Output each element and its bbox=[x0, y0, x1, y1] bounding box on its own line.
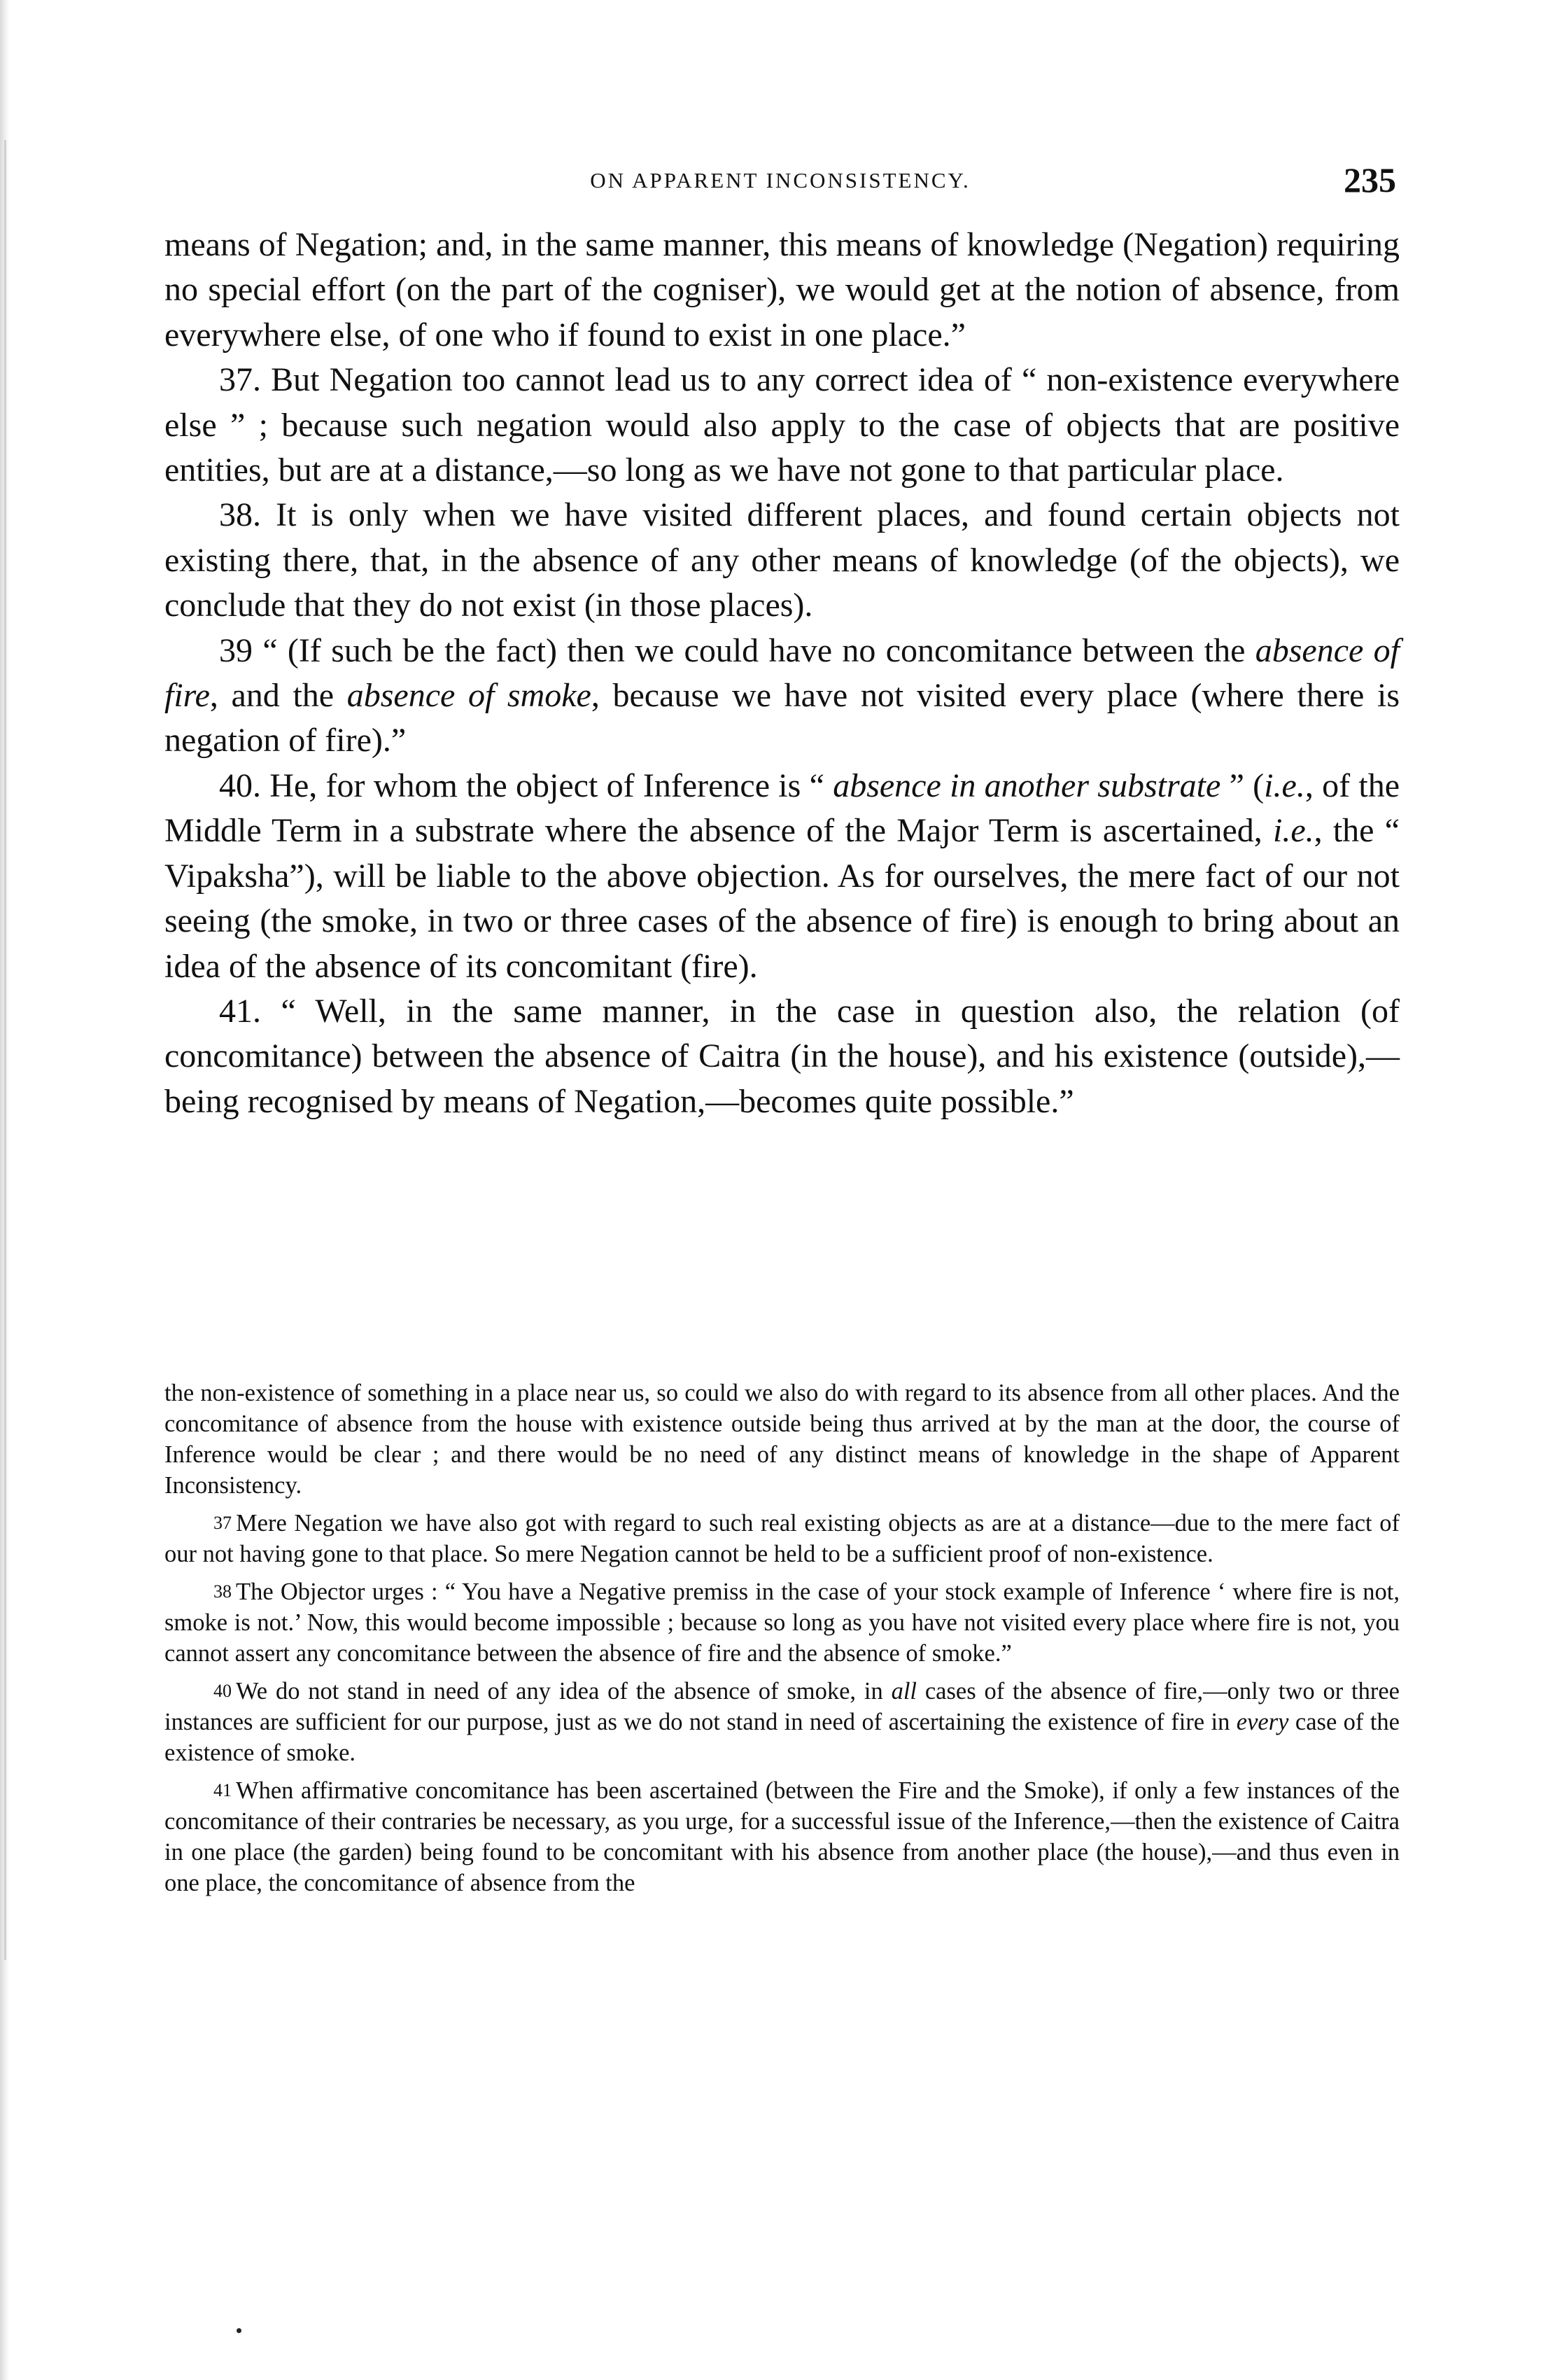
footnote-38-number: 38 bbox=[213, 1581, 232, 1602]
running-header bbox=[164, 160, 1396, 209]
footnote-41-text: When affirmative concomitance has been ascertained (between the Fire and the Smoke), if only a few instances of the concomitance of their contraries be necessary, as you urge, for a successful issue of the Inference,—then the existence of Caitra in one place (the garden) being found to be concomitant with his absence from another place (the house),—and thus even in one place, the concomitance of absence from the bbox=[164, 1777, 1400, 1896]
p40-italic-substrate: absence in another substrate bbox=[833, 766, 1221, 804]
footnote-continued: the non-existence of something in a place near us, so could we also do with regard to its absence from all other places. And the concomitance of absence from the house with existence outside being thus arrived at by the man at the door, the course of Inference would be clear ; and there would be no need of any distinct means of knowledge in the shape of Apparent Inconsistency. bbox=[164, 1380, 1400, 1499]
footnote-40-text-mid: cases of the absence of fire,—only two or three instances are sufficient for our purpose, just as we do not stand in need of ascertaining the existence of fire in bbox=[164, 1678, 1400, 1735]
footnote-40 bbox=[164, 1676, 1400, 1768]
paragraph-40 bbox=[164, 764, 1400, 989]
running-title: ON APPARENT INCONSISTENCY. bbox=[590, 168, 971, 192]
p40-text-mid1: ” ( bbox=[1220, 766, 1265, 804]
p39-text-end: , because we have not visited every place (where there is negation of fire).” bbox=[164, 677, 1400, 760]
footnote-40-italic-every: every bbox=[1236, 1709, 1289, 1735]
footnote-40-text-end: case of the existence of smoke. bbox=[164, 1709, 1400, 1766]
footnote-40-italic-all: all bbox=[891, 1678, 917, 1704]
p39-text-start: 39 “ (If such be the fact) then we could have no concomitance between the bbox=[219, 631, 1255, 669]
footnote-41-number: 41 bbox=[213, 1780, 232, 1800]
footnote-37 bbox=[164, 1508, 1400, 1569]
paragraph-38: 38. It is only when we have visited different places, and found certain objects not existing there, that, in the absence of any other means of knowledge (of the objects), we conclude that they do not exist (in those places). bbox=[164, 496, 1400, 624]
p39-text-mid: , and the bbox=[209, 677, 347, 715]
footnote-37-number: 37 bbox=[213, 1513, 232, 1533]
footnote-40-text-start: We do not stand in need of any idea of the absence of smoke, in bbox=[236, 1678, 892, 1704]
page-number: 235 bbox=[1344, 160, 1396, 200]
main-text bbox=[164, 223, 1400, 1124]
p40-italic-ie-1: i.e. bbox=[1264, 766, 1305, 804]
p39-italic-absence-of-fire: absence of fire bbox=[164, 631, 1400, 715]
paragraph-37: 37. But Negation too cannot lead us to any correct idea of “ non-existence everywhere else ” ; because such negation would also apply to the case of objects that are positive entities, but are at a distance,—so long as we have not gone to that particular place. bbox=[164, 361, 1400, 489]
footnotes bbox=[164, 1378, 1400, 1905]
footnote-41 bbox=[164, 1775, 1400, 1898]
paragraph-continued: means of Negation; and, in the same manner, this means of knowledge (Negation) requiring no special effort (on the part of the cogniser), we would get at the notion of absence, from everywhere else, of one who if found to exist in one place.” bbox=[164, 226, 1400, 354]
p40-text-mid2: , of the Middle Term in a substrate where the absence of the Major Term is ascertained, bbox=[164, 766, 1400, 850]
p40-italic-ie-2: i.e. bbox=[1272, 812, 1314, 850]
scan-speck bbox=[237, 2328, 241, 2333]
paragraph-39 bbox=[164, 629, 1400, 764]
footnote-37-text: Mere Negation we have also got with regard to such real existing objects as are at a distance—due to the mere fact of our not having gone to that place. So mere Negation cannot be held to be a sufficient proof of non-existence. bbox=[164, 1510, 1400, 1567]
footnote-40-number: 40 bbox=[213, 1681, 232, 1701]
paragraph-41: 41. “ Well, in the same manner, in the case in question also, the relation (of concomitance) between the absence of Caitra (in the house), and his existence (outside),—being recognised by means of Negation,—becomes quite possible.” bbox=[164, 992, 1400, 1120]
footnote-38-text: The Objector urges : “ You have a Negative premiss in the case of your stock example of Inference ‘ where fire is not, smoke is not.’ Now, this would become impossible ; because so long as you have not visited every place where fire is not, you cannot assert any concomitance between the absence of fire and the absence of smoke.” bbox=[164, 1578, 1400, 1667]
binding-line bbox=[4, 140, 6, 1960]
footnote-38 bbox=[164, 1576, 1400, 1669]
p39-italic-absence-of-smoke: absence of smoke bbox=[346, 677, 591, 715]
p40-text-start: 40. He, for whom the object of Inference is “ bbox=[219, 766, 833, 804]
p40-text-end: , the “ Vipaksha”), will be liable to the above objection. As for ourselves, the mere fact of our not seeing (the smoke, in two or three cases of the absence of fire) is enough to bring about an idea of the absence of its concomitant (fire). bbox=[164, 812, 1400, 985]
